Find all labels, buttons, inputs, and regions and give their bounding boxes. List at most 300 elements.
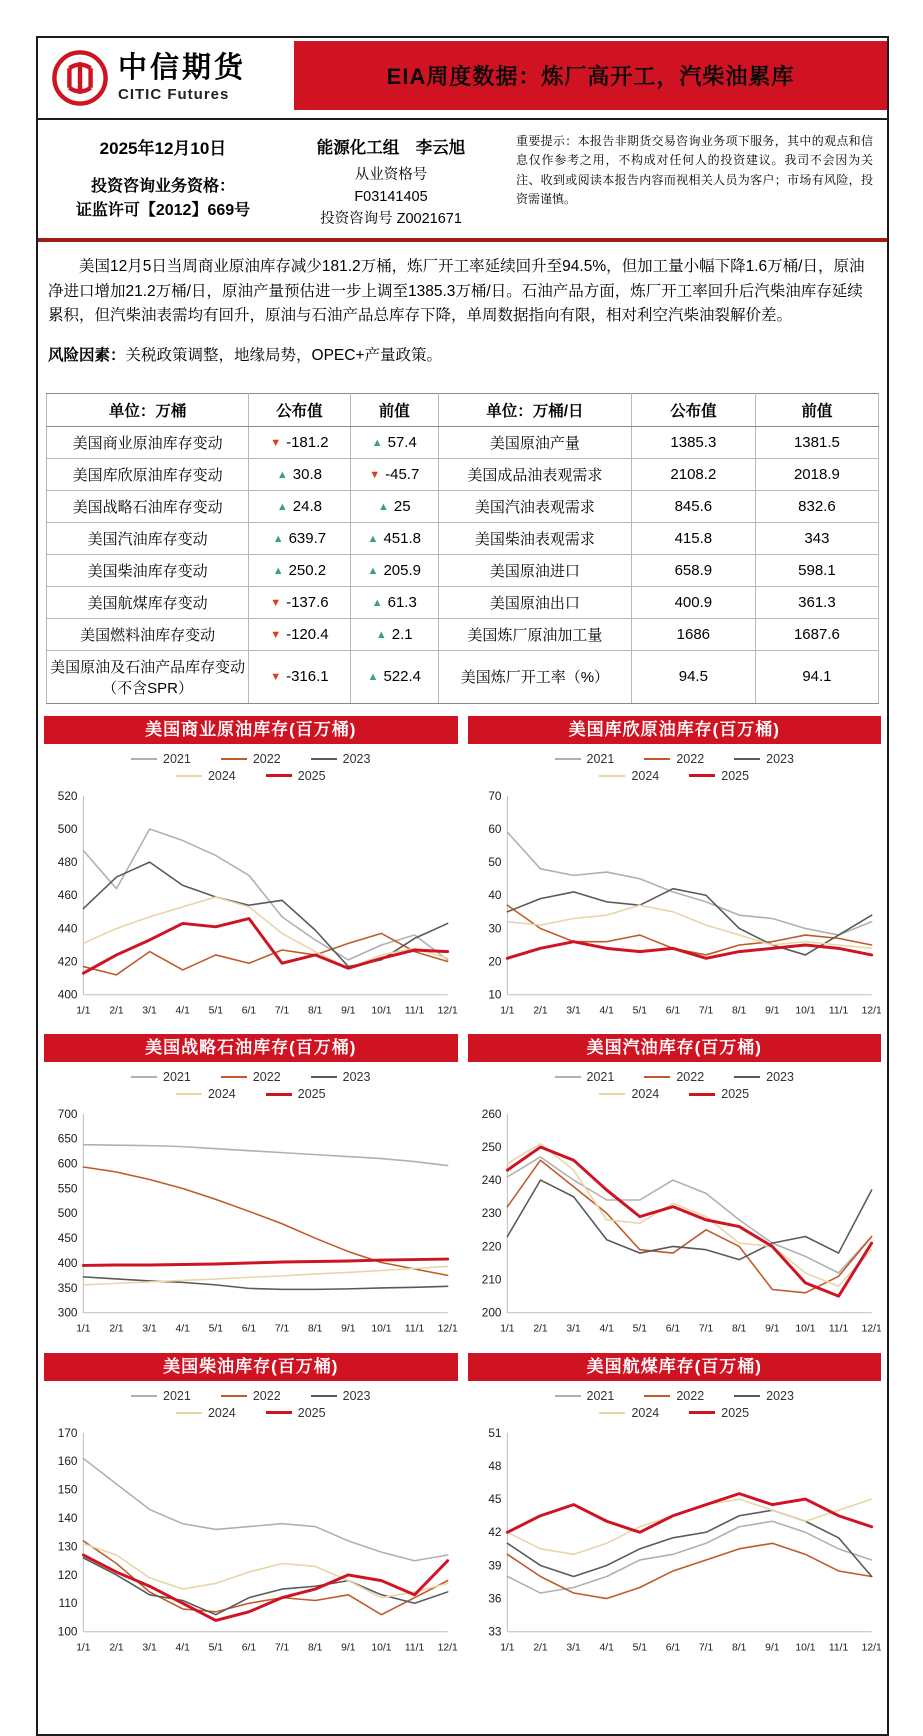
value-cell	[631, 490, 755, 522]
svg-text:12/1: 12/1	[437, 1005, 458, 1017]
legend-row	[44, 1389, 458, 1403]
legend-label: 2023	[766, 1070, 794, 1085]
legend-item	[644, 1389, 704, 1403]
legend-item	[644, 752, 704, 766]
indicator-name: 美国商业原油库存变动	[47, 426, 249, 458]
svg-text:7/1: 7/1	[698, 1323, 713, 1335]
svg-text:170: 170	[57, 1425, 78, 1440]
legend-label: 2025	[297, 1087, 326, 1102]
chart-us-commercial-crude-stocks	[44, 716, 458, 1022]
table-row	[47, 586, 879, 618]
legend-label: 2022	[252, 1388, 281, 1403]
value-cell	[249, 618, 351, 650]
legend-line-swatch	[221, 758, 247, 760]
svg-text:1/1: 1/1	[499, 1005, 515, 1017]
svg-text:600: 600	[57, 1156, 78, 1171]
chart-legend	[44, 1070, 458, 1101]
legend-line-swatch	[555, 1076, 581, 1078]
indicator-name: 美国柴油表观需求	[438, 522, 631, 554]
svg-text:2/1: 2/1	[532, 1323, 548, 1335]
value-text: 2.1	[391, 625, 413, 643]
svg-text:11/1: 11/1	[404, 1323, 425, 1335]
indicator-name: 美国炼厂开工率（%）	[438, 650, 631, 703]
legend-row	[468, 1389, 882, 1403]
svg-text:420: 420	[57, 954, 78, 969]
legend-row	[44, 1070, 458, 1084]
value-cell	[249, 426, 351, 458]
legend-label: 2024	[631, 1087, 660, 1102]
svg-text:3/1: 3/1	[565, 1641, 581, 1653]
svg-text:40: 40	[487, 888, 501, 903]
svg-text:450: 450	[57, 1231, 78, 1246]
summary-paragraph: 美国12月5日当周商业原油库存减少181.2万桶，炼厂开工率延续回升至94.5%，但加工量小幅下降1.6万桶/日，原油净进口增加21.2万桶/日，原油产量预估进一步上调至1385.3万桶/日。石油产品方面，炼厂开工率回升后汽柴油库存延续累积，但汽柴油表需均有回升，原油与石油产品总库存下降，单周数据指向有限，相对利空汽柴油裂解价差。	[48, 258, 865, 325]
arrow-up-icon: ▲	[375, 628, 387, 641]
indicator-name: 美国原油及石油产品库存变动（不含SPR）	[47, 650, 249, 703]
value-cell	[755, 522, 878, 554]
disclaimer-text: 重要提示：本报告非期货交易咨询业务项下服务，其中的观点和信息仅作参考之用，不构成对任何人的投资建议。我司不会因为关注、收到或阅读本报告内容而视相关人员为客户；市场有风险，投资需谨慎。	[516, 134, 873, 207]
legend-label: 2021	[586, 751, 615, 766]
brand-wordmark	[118, 53, 246, 103]
svg-text:20: 20	[487, 954, 501, 969]
legend-row	[468, 1087, 882, 1101]
svg-text:48: 48	[487, 1458, 501, 1473]
value-text: 94.5	[678, 668, 708, 686]
svg-text:350: 350	[57, 1281, 78, 1296]
report-page	[36, 36, 889, 1736]
citic-emblem-icon	[50, 48, 110, 108]
legend-item	[176, 1087, 236, 1101]
legend-row	[44, 1406, 458, 1420]
legend-line-swatch	[599, 1412, 625, 1414]
legend-row	[468, 752, 882, 766]
svg-text:500: 500	[57, 1206, 78, 1221]
legend-line-swatch	[176, 1412, 202, 1414]
column-header: 前值	[350, 393, 438, 426]
legend-line-swatch	[644, 1076, 670, 1078]
legend-item	[131, 1389, 191, 1403]
legend-item	[311, 1070, 371, 1084]
svg-text:500: 500	[57, 821, 78, 836]
svg-text:240: 240	[481, 1173, 501, 1188]
svg-text:12/1: 12/1	[437, 1641, 458, 1653]
legend-item	[266, 769, 326, 783]
legend-item	[311, 752, 371, 766]
legend-line-swatch	[555, 758, 581, 760]
chart-diesel-stocks	[44, 1353, 458, 1659]
value-cell	[249, 458, 351, 490]
arrow-up-icon: ▲	[371, 436, 383, 449]
value-cell	[631, 554, 755, 586]
svg-text:3/1: 3/1	[565, 1323, 581, 1335]
value-cell	[249, 586, 351, 618]
value-text: 94.1	[802, 668, 832, 686]
value-cell	[350, 490, 438, 522]
table-row	[47, 426, 879, 458]
value-cell	[350, 650, 438, 703]
legend-row	[44, 752, 458, 766]
svg-text:6/1: 6/1	[665, 1323, 680, 1335]
legend-line-swatch	[555, 1395, 581, 1397]
line-chart	[44, 786, 458, 1022]
indicator-name: 美国成品油表观需求	[438, 458, 631, 490]
value-text: 250.2	[288, 561, 327, 579]
practice-label: 从业资格号	[354, 167, 428, 183]
value-text: 30.8	[292, 465, 322, 483]
legend-item	[176, 769, 236, 783]
svg-text:160: 160	[57, 1453, 78, 1468]
chart-legend	[44, 1389, 458, 1420]
team-author: 能源化工组 李云旭	[316, 139, 466, 157]
svg-text:39: 39	[487, 1557, 501, 1572]
value-cell	[350, 586, 438, 618]
svg-text:70: 70	[487, 788, 501, 803]
svg-text:50: 50	[487, 855, 501, 870]
column-header: 单位：万桶	[47, 393, 249, 426]
indicator-name: 美国柴油库存变动	[47, 554, 249, 586]
legend-label: 2023	[342, 1070, 371, 1085]
value-cell	[631, 650, 755, 703]
eia-data-table	[46, 393, 879, 704]
chart-legend	[468, 752, 882, 783]
chart-title: 美国商业原油库存(百万桶)	[44, 716, 458, 744]
legend-row	[468, 769, 882, 783]
svg-text:2/1: 2/1	[109, 1005, 124, 1017]
legend-line-swatch	[644, 758, 670, 760]
svg-text:12/1: 12/1	[861, 1005, 881, 1017]
svg-text:8/1: 8/1	[308, 1323, 323, 1335]
legend-line-swatch	[689, 774, 715, 777]
legend-label: 2025	[721, 1087, 750, 1102]
svg-text:220: 220	[481, 1239, 501, 1254]
arrow-up-icon: ▲	[276, 500, 288, 513]
value-cell	[249, 490, 351, 522]
svg-text:11/1: 11/1	[404, 1641, 425, 1653]
legend-item	[689, 1406, 749, 1420]
svg-text:12/1: 12/1	[861, 1323, 881, 1335]
legend-label: 2023	[342, 751, 371, 766]
brand-logo	[38, 38, 294, 118]
legend-item	[689, 1087, 749, 1101]
value-text: -45.7	[385, 465, 420, 483]
svg-text:42: 42	[487, 1524, 501, 1539]
value-cell	[350, 426, 438, 458]
svg-text:200: 200	[481, 1305, 501, 1320]
arrow-down-icon: ▼	[369, 468, 381, 481]
value-text: 415.8	[674, 529, 713, 547]
value-cell	[755, 426, 878, 458]
legend-item	[266, 1087, 326, 1101]
svg-text:3/1: 3/1	[142, 1323, 157, 1335]
qualification-number: 证监许可【2012】669号	[75, 202, 251, 219]
svg-text:150: 150	[57, 1482, 78, 1497]
value-text: 639.7	[288, 529, 327, 547]
value-cell	[631, 458, 755, 490]
svg-text:110: 110	[58, 1595, 78, 1610]
svg-text:4/1: 4/1	[175, 1005, 190, 1017]
legend-label: 2022	[676, 1388, 705, 1403]
meta-author	[282, 130, 500, 230]
legend-line-swatch	[689, 1093, 715, 1096]
svg-text:650: 650	[57, 1131, 78, 1146]
svg-text:4/1: 4/1	[175, 1641, 190, 1653]
legend-label: 2023	[766, 751, 794, 766]
legend-line-swatch	[221, 1395, 247, 1397]
value-cell	[350, 522, 438, 554]
chart-legend	[468, 1070, 882, 1101]
arrow-up-icon: ▲	[371, 596, 383, 609]
svg-text:11/1: 11/1	[828, 1641, 848, 1653]
report-meta	[38, 120, 887, 238]
value-cell	[631, 618, 755, 650]
legend-item	[734, 1070, 794, 1084]
legend-item	[221, 752, 281, 766]
column-header: 公布值	[631, 393, 755, 426]
brand-name-en: CITIC Futures	[118, 86, 230, 104]
svg-text:45: 45	[487, 1491, 501, 1506]
value-text: 845.6	[674, 497, 713, 515]
risk-text: 关税政策调整，地缘局势，OPEC+产量政策。	[125, 346, 442, 364]
legend-label: 2025	[721, 1405, 750, 1420]
svg-text:4/1: 4/1	[599, 1323, 614, 1335]
legend-line-swatch	[176, 775, 202, 777]
svg-text:250: 250	[481, 1140, 501, 1155]
svg-text:8/1: 8/1	[731, 1323, 746, 1335]
value-text: 205.9	[383, 561, 421, 579]
svg-text:6/1: 6/1	[665, 1641, 680, 1653]
legend-label: 2025	[297, 1405, 326, 1420]
legend-line-swatch	[131, 1076, 157, 1078]
svg-text:10/1: 10/1	[371, 1323, 392, 1335]
value-cell	[755, 618, 878, 650]
svg-text:9/1: 9/1	[341, 1641, 356, 1653]
svg-text:12/1: 12/1	[437, 1323, 458, 1335]
svg-text:2/1: 2/1	[532, 1641, 548, 1653]
svg-text:33: 33	[487, 1624, 501, 1639]
legend-line-swatch	[221, 1076, 247, 1078]
column-header: 前值	[755, 393, 878, 426]
table-row	[47, 458, 879, 490]
value-cell	[755, 554, 878, 586]
svg-text:10/1: 10/1	[794, 1005, 815, 1017]
legend-label: 2024	[207, 768, 236, 783]
legend-line-swatch	[311, 1395, 337, 1397]
value-text: 400.9	[674, 593, 713, 611]
legend-label: 2024	[631, 768, 660, 783]
legend-item	[131, 752, 191, 766]
svg-text:9/1: 9/1	[341, 1323, 356, 1335]
svg-text:4/1: 4/1	[175, 1323, 190, 1335]
svg-text:8/1: 8/1	[308, 1005, 323, 1017]
legend-label: 2022	[252, 1070, 281, 1085]
svg-text:51: 51	[487, 1425, 501, 1440]
value-cell	[249, 522, 351, 554]
legend-line-swatch	[176, 1093, 202, 1095]
legend-label: 2024	[631, 1405, 660, 1420]
svg-text:100: 100	[57, 1624, 78, 1639]
svg-text:550: 550	[57, 1181, 78, 1196]
svg-text:10/1: 10/1	[794, 1323, 815, 1335]
svg-text:260: 260	[481, 1107, 501, 1122]
svg-text:700: 700	[57, 1107, 78, 1122]
brand-name-cn: 中信期货	[118, 51, 247, 84]
arrow-up-icon: ▲	[276, 468, 288, 481]
svg-text:230: 230	[481, 1206, 501, 1221]
svg-text:6/1: 6/1	[665, 1005, 680, 1017]
legend-line-swatch	[266, 774, 292, 777]
svg-text:1/1: 1/1	[499, 1323, 515, 1335]
chart-title: 美国库欣原油库存(百万桶)	[468, 716, 882, 744]
legend-label: 2021	[163, 1388, 191, 1403]
chart-title: 美国汽油库存(百万桶)	[468, 1034, 882, 1062]
svg-text:3/1: 3/1	[142, 1641, 157, 1653]
svg-text:210: 210	[481, 1272, 501, 1287]
svg-text:1/1: 1/1	[499, 1641, 515, 1653]
value-text: 1686	[676, 625, 711, 643]
legend-label: 2023	[766, 1388, 794, 1403]
indicator-name: 美国库欣原油库存变动	[47, 458, 249, 490]
advisory-number: 投资咨询号 Z0021671	[320, 210, 462, 227]
arrow-up-icon: ▲	[272, 532, 284, 545]
legend-row	[468, 1406, 882, 1420]
legend-item	[644, 1070, 704, 1084]
value-cell	[350, 554, 438, 586]
meta-credentials	[44, 130, 282, 230]
svg-text:4/1: 4/1	[599, 1005, 614, 1017]
svg-text:11/1: 11/1	[828, 1005, 848, 1017]
legend-item	[311, 1389, 371, 1403]
arrow-up-icon: ▲	[377, 500, 389, 513]
chart-title: 美国柴油库存(百万桶)	[44, 1353, 458, 1381]
svg-text:8/1: 8/1	[731, 1005, 746, 1017]
legend-label: 2025	[721, 768, 750, 783]
svg-text:2/1: 2/1	[109, 1323, 124, 1335]
svg-text:9/1: 9/1	[764, 1641, 779, 1653]
chart-title: 美国战略石油库存(百万桶)	[44, 1034, 458, 1062]
legend-line-swatch	[734, 1395, 760, 1397]
line-chart	[468, 1423, 882, 1659]
chart-jet-fuel-stocks	[468, 1353, 882, 1659]
svg-text:400: 400	[57, 987, 78, 1002]
table-header-row	[47, 393, 879, 426]
svg-text:140: 140	[57, 1510, 78, 1525]
line-chart	[468, 786, 882, 1022]
indicator-name: 美国航煤库存变动	[47, 586, 249, 618]
svg-text:5/1: 5/1	[208, 1005, 224, 1017]
svg-text:440: 440	[57, 921, 78, 936]
table-row	[47, 650, 879, 703]
practice-number: F03141405	[354, 188, 428, 205]
svg-text:8/1: 8/1	[308, 1641, 323, 1653]
indicator-name: 美国燃料油库存变动	[47, 618, 249, 650]
svg-text:11/1: 11/1	[404, 1005, 425, 1017]
risk-label: 风险因素：	[48, 346, 126, 364]
svg-text:11/1: 11/1	[828, 1323, 848, 1335]
legend-row	[468, 1070, 882, 1084]
arrow-down-icon: ▼	[270, 596, 282, 609]
svg-text:1/1: 1/1	[76, 1641, 91, 1653]
svg-text:130: 130	[57, 1538, 78, 1553]
legend-item	[221, 1070, 281, 1084]
chart-cushing-crude-stocks	[468, 716, 882, 1022]
line-chart	[468, 1104, 882, 1340]
svg-text:2/1: 2/1	[109, 1641, 124, 1653]
value-text: 2018.9	[793, 465, 840, 483]
svg-text:460: 460	[57, 888, 78, 903]
value-cell	[631, 426, 755, 458]
value-text: 25	[393, 497, 411, 515]
legend-label: 2021	[586, 1070, 615, 1085]
value-cell	[249, 554, 351, 586]
svg-text:7/1: 7/1	[274, 1641, 290, 1653]
legend-label: 2021	[163, 751, 191, 766]
legend-label: 2025	[297, 768, 326, 783]
legend-label: 2022	[676, 751, 705, 766]
legend-label: 2022	[676, 1070, 705, 1085]
legend-line-swatch	[311, 1076, 337, 1078]
legend-line-swatch	[266, 1093, 292, 1096]
legend-line-swatch	[131, 1395, 157, 1397]
svg-text:60: 60	[487, 821, 501, 836]
svg-text:7/1: 7/1	[698, 1005, 713, 1017]
svg-text:480: 480	[57, 855, 78, 870]
value-cell	[631, 522, 755, 554]
value-cell	[755, 490, 878, 522]
svg-text:2/1: 2/1	[532, 1005, 548, 1017]
value-text: 24.8	[292, 497, 322, 515]
indicator-name: 美国汽油库存变动	[47, 522, 249, 554]
value-cell	[350, 458, 438, 490]
svg-text:9/1: 9/1	[764, 1005, 779, 1017]
value-cell	[755, 650, 878, 703]
svg-text:7/1: 7/1	[698, 1641, 713, 1653]
legend-label: 2022	[252, 751, 281, 766]
value-text: 658.9	[674, 561, 713, 579]
value-text: 2108.2	[670, 465, 717, 483]
indicator-name: 美国汽油表观需求	[438, 490, 631, 522]
legend-item	[599, 1406, 659, 1420]
value-text: 1385.3	[670, 433, 717, 451]
svg-text:10/1: 10/1	[371, 1005, 392, 1017]
svg-text:5/1: 5/1	[208, 1323, 224, 1335]
arrow-up-icon: ▲	[367, 564, 379, 577]
legend-line-swatch	[599, 1093, 625, 1095]
svg-text:5/1: 5/1	[632, 1323, 647, 1335]
legend-label: 2021	[163, 1070, 191, 1085]
value-cell	[631, 586, 755, 618]
svg-text:9/1: 9/1	[764, 1323, 779, 1335]
svg-text:12/1: 12/1	[861, 1641, 881, 1653]
svg-text:10: 10	[487, 987, 501, 1002]
value-text: -120.4	[286, 625, 329, 643]
qualification-label: 投资咨询业务资格：	[90, 178, 235, 195]
svg-text:10/1: 10/1	[794, 1641, 815, 1653]
legend-label: 2024	[207, 1405, 236, 1420]
legend-item	[555, 1070, 615, 1084]
svg-text:4/1: 4/1	[599, 1641, 614, 1653]
value-text: 361.3	[798, 593, 836, 611]
arrow-down-icon: ▼	[270, 628, 282, 641]
svg-text:9/1: 9/1	[341, 1005, 356, 1017]
value-cell	[755, 458, 878, 490]
table-row	[47, 522, 879, 554]
svg-text:1/1: 1/1	[76, 1323, 91, 1335]
svg-text:1/1: 1/1	[76, 1005, 91, 1017]
legend-item	[689, 769, 749, 783]
arrow-up-icon: ▲	[367, 532, 379, 545]
legend-item	[599, 1087, 659, 1101]
legend-line-swatch	[689, 1411, 715, 1414]
svg-text:7/1: 7/1	[274, 1005, 290, 1017]
